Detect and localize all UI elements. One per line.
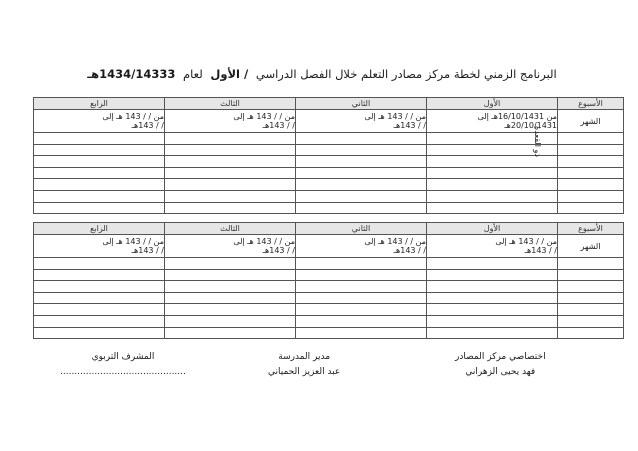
blank-cell bbox=[558, 167, 624, 179]
blank-cell bbox=[34, 292, 165, 304]
specialist-name: فهد يحيى الزهراني bbox=[465, 367, 536, 377]
month-label: الشهر bbox=[558, 235, 624, 258]
blank-cell bbox=[427, 304, 558, 316]
principal-block bbox=[268, 352, 340, 377]
header-week-2: الثاني bbox=[296, 223, 427, 235]
blank-row bbox=[34, 292, 624, 304]
blank-cell bbox=[34, 133, 165, 145]
header-week-4: الرابع bbox=[34, 98, 165, 110]
week-3-from: من / / 143 هـ إلى bbox=[233, 111, 295, 121]
blank-row bbox=[34, 304, 624, 316]
blank-cell bbox=[34, 167, 165, 179]
principal-title: مدير المدرسة bbox=[278, 352, 331, 362]
blank-cell bbox=[427, 281, 558, 293]
week-3-to: / / 143هـ bbox=[262, 246, 295, 255]
blank-cell bbox=[165, 144, 296, 156]
schedule-table-2 bbox=[33, 222, 624, 339]
title-year-label: لعام bbox=[183, 67, 203, 81]
blank-cell bbox=[34, 327, 165, 339]
blank-cell bbox=[427, 190, 558, 202]
blank-cell bbox=[165, 202, 296, 214]
blank-cell bbox=[165, 167, 296, 179]
blank-cell bbox=[34, 258, 165, 270]
week-3-dates bbox=[165, 110, 296, 133]
blank-cell bbox=[427, 292, 558, 304]
blank-cell bbox=[558, 156, 624, 168]
blank-cell bbox=[558, 190, 624, 202]
blank-cell bbox=[296, 292, 427, 304]
header-week-1: الأول bbox=[427, 98, 558, 110]
blank-cell bbox=[296, 258, 427, 270]
week-2-to: / / 143هـ bbox=[393, 121, 426, 130]
blank-cell bbox=[427, 327, 558, 339]
blank-cell bbox=[296, 202, 427, 214]
table-header-row bbox=[34, 223, 624, 235]
blank-cell bbox=[558, 179, 624, 191]
header-week-4: الرابع bbox=[34, 223, 165, 235]
header-week-1: الأول bbox=[427, 223, 558, 235]
blank-cell bbox=[165, 269, 296, 281]
blank-cell bbox=[558, 292, 624, 304]
header-week-3: الثالث bbox=[165, 223, 296, 235]
blank-cell bbox=[34, 269, 165, 281]
principal-name: عبد العزيز الحمياني bbox=[268, 367, 341, 377]
blank-cell bbox=[427, 167, 558, 179]
blank-cell bbox=[296, 304, 427, 316]
blank-row bbox=[34, 269, 624, 281]
blank-cell bbox=[165, 327, 296, 339]
blank-cell bbox=[296, 315, 427, 327]
week-3-dates bbox=[165, 235, 296, 258]
blank-cell bbox=[558, 258, 624, 270]
blank-cell bbox=[34, 304, 165, 316]
blank-cell bbox=[165, 190, 296, 202]
week-2-dates bbox=[296, 235, 427, 258]
blank-cell bbox=[558, 327, 624, 339]
blank-cell bbox=[165, 315, 296, 327]
week-2-to: / / 143هـ bbox=[393, 246, 426, 255]
blank-row bbox=[34, 258, 624, 270]
header-week-2: الثاني bbox=[296, 98, 427, 110]
blank-cell bbox=[427, 315, 558, 327]
week-4-dates bbox=[34, 110, 165, 133]
month-side-note: ذو القعدة bbox=[533, 126, 542, 157]
week-1-dates bbox=[427, 235, 558, 258]
title-semester: / الأول bbox=[210, 67, 249, 81]
blank-row bbox=[34, 167, 624, 179]
blank-cell bbox=[427, 156, 558, 168]
blank-row bbox=[34, 281, 624, 293]
supervisor-block bbox=[60, 352, 186, 377]
specialist-title: اختصاصي مركز المصادر bbox=[455, 352, 546, 362]
document-title bbox=[40, 67, 600, 81]
blank-cell bbox=[34, 179, 165, 191]
blank-cell bbox=[296, 190, 427, 202]
header-week-3: الثالث bbox=[165, 98, 296, 110]
dates-row bbox=[34, 235, 624, 258]
blank-cell bbox=[34, 144, 165, 156]
blank-cell bbox=[558, 281, 624, 293]
blank-cell bbox=[296, 167, 427, 179]
specialist-block bbox=[455, 352, 546, 377]
week-4-from: من / / 143 هـ إلى bbox=[102, 111, 164, 121]
blank-cell bbox=[34, 315, 165, 327]
blank-cell bbox=[165, 281, 296, 293]
blank-cell bbox=[165, 292, 296, 304]
week-4-from: من / / 143 هـ إلى bbox=[102, 236, 164, 246]
blank-cell bbox=[165, 133, 296, 145]
title-year: 1434/14333هـ bbox=[87, 67, 176, 81]
blank-cell bbox=[165, 156, 296, 168]
blank-cell bbox=[296, 327, 427, 339]
blank-row bbox=[34, 156, 624, 168]
week-4-to: / / 143هـ bbox=[131, 121, 164, 130]
blank-row bbox=[34, 202, 624, 214]
week-1-from: من / / 143 هـ إلى bbox=[495, 236, 557, 246]
week-1-to: / / 143هـ bbox=[524, 246, 557, 255]
blank-cell bbox=[427, 179, 558, 191]
blank-row bbox=[34, 315, 624, 327]
week-3-to: / / 143هـ bbox=[262, 121, 295, 130]
supervisor-title: المشرف التربوي bbox=[91, 352, 155, 362]
blank-row bbox=[34, 179, 624, 191]
week-2-from: من / / 143 هـ إلى bbox=[364, 111, 426, 121]
week-2-from: من / / 143 هـ إلى bbox=[364, 236, 426, 246]
week-4-to: / / 143هـ bbox=[131, 246, 164, 255]
week-4-dates bbox=[34, 235, 165, 258]
blank-row bbox=[34, 327, 624, 339]
blank-cell bbox=[296, 156, 427, 168]
header-week: الأسبوع bbox=[558, 223, 624, 235]
blank-cell bbox=[165, 179, 296, 191]
blank-cell bbox=[427, 269, 558, 281]
blank-cell bbox=[165, 304, 296, 316]
blank-cell bbox=[558, 304, 624, 316]
blank-cell bbox=[558, 269, 624, 281]
blank-cell bbox=[34, 281, 165, 293]
blank-cell bbox=[427, 258, 558, 270]
blank-cell bbox=[558, 315, 624, 327]
header-week: الأسبوع bbox=[558, 98, 624, 110]
blank-cell bbox=[296, 179, 427, 191]
blank-cell bbox=[296, 281, 427, 293]
blank-cell bbox=[558, 202, 624, 214]
blank-row bbox=[34, 190, 624, 202]
blank-cell bbox=[34, 202, 165, 214]
blank-cell bbox=[558, 144, 624, 156]
week-1-to: 20/10/1431هـ bbox=[504, 121, 557, 130]
blank-cell bbox=[296, 133, 427, 145]
blank-cell bbox=[34, 156, 165, 168]
table-header-row bbox=[34, 98, 624, 110]
week-3-from: من / / 143 هـ إلى bbox=[233, 236, 295, 246]
month-label: الشهر bbox=[558, 110, 624, 133]
week-2-dates bbox=[296, 110, 427, 133]
signature-line: ............................................ bbox=[60, 367, 186, 377]
blank-cell bbox=[165, 258, 296, 270]
blank-cell bbox=[296, 269, 427, 281]
blank-cell bbox=[427, 202, 558, 214]
blank-cell bbox=[296, 144, 427, 156]
title-text: البرنامج الزمني لخطة مركز مصادر التعلم خلال الفصل الدراسي bbox=[255, 67, 557, 81]
week-1-from: من 16/10/1431هـ إلى bbox=[477, 111, 557, 121]
blank-cell bbox=[558, 133, 624, 145]
blank-cell bbox=[34, 190, 165, 202]
